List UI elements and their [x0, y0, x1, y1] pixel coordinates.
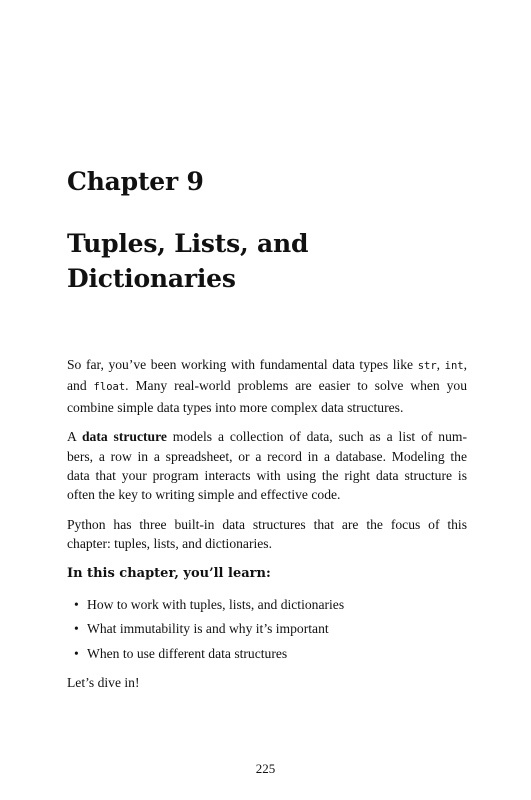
closing-line: Let’s dive in! [67, 675, 140, 691]
page-number: 225 [255, 761, 276, 776]
intro-p2-text-a: A [67, 429, 82, 445]
code-float: float [93, 381, 126, 394]
intro-p1-comma-2: , [463, 357, 468, 372]
chapter-number: Chapter 9 [67, 167, 204, 196]
intro-p1-text-c: . Many real-world problems are easier to solve when you [125, 378, 468, 394]
chapter-title-line-2: Dictionaries [67, 264, 236, 293]
chapter-title-line-1: Tuples, Lists, and [67, 229, 309, 258]
list-item: • How to work with tuples, lists, and dictionaries [67, 595, 467, 614]
intro-p3-line-2: chapter: tuples, lists, and dictionaries. [67, 536, 272, 552]
intro-paragraph-3 [67, 515, 467, 554]
intro-p1-text-b: and [67, 378, 94, 394]
intro-paragraph-2 [67, 427, 467, 505]
intro-p1-line-3: combine simple data types into more complex data structures. [67, 399, 404, 415]
intro-p2-line-3: data that your program interacts with using the right data structure is [67, 468, 467, 484]
intro-p1-comma-1: , [436, 357, 445, 372]
intro-paragraph-1 [67, 355, 467, 417]
intro-p2-text-b: models a collection of data, such as a list of num- [166, 429, 467, 445]
intro-p1-line-1 [67, 355, 467, 376]
intro-p3-line-1: Python has three built-in data structures that are the focus of this [67, 516, 467, 532]
chapter-title [67, 226, 467, 296]
intro-p2-line-2: bers, a row in a spreadsheet, or a record in a database. Modeling the [67, 448, 467, 464]
intro-p1-line-2 [67, 376, 467, 397]
learn-heading: In this chapter, you’ll learn: [67, 565, 271, 581]
intro-p2-line-1 [67, 427, 467, 446]
chapter-body [67, 355, 467, 703]
term-data-structure: data structure [81, 429, 167, 445]
intro-p2-line-4: often the key to writing simple and effective code. [67, 487, 341, 503]
code-int: int [444, 360, 464, 372]
code-str: str [417, 360, 437, 372]
learning-objectives-list [67, 595, 467, 663]
list-item: • What immutability is and why it’s important [67, 619, 467, 638]
intro-p1-text-a: So far, you’ve been working with fundamental data types like [67, 357, 418, 372]
list-item: • When to use different data structures [67, 644, 467, 663]
